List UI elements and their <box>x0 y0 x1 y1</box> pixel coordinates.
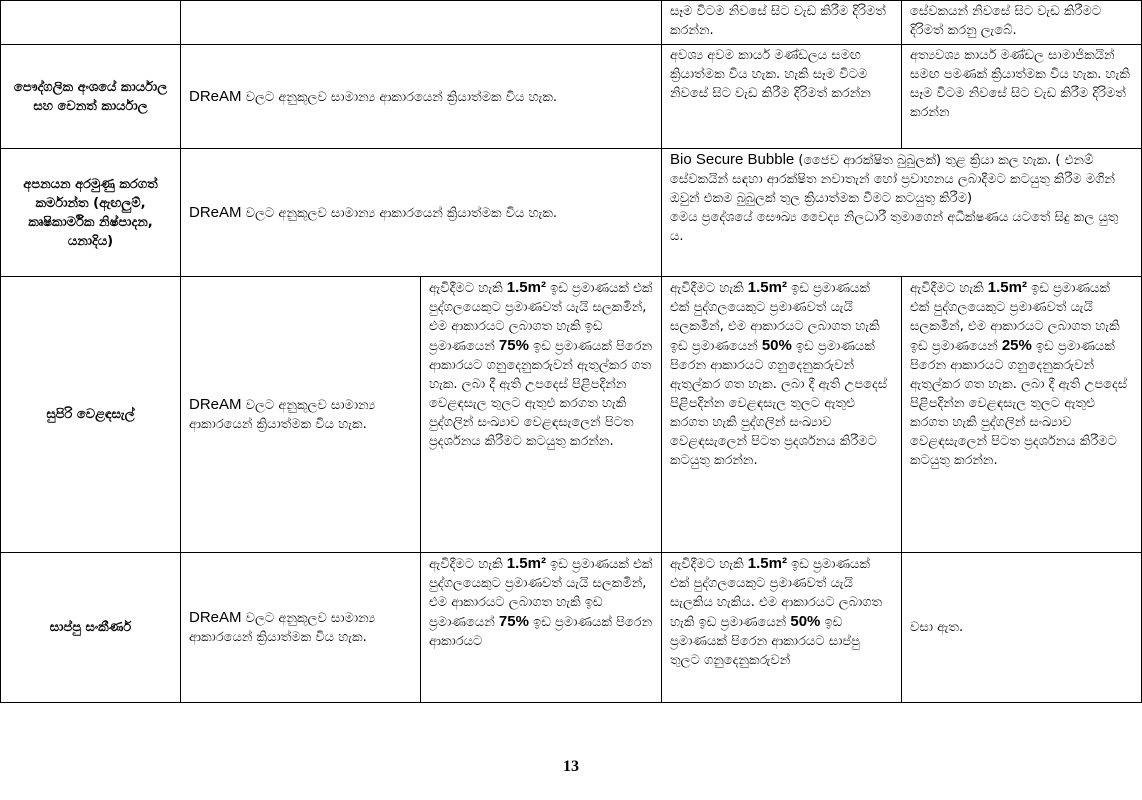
intro-text: ඇවිදීමට හැකි <box>670 281 744 296</box>
mid-text: ඉඩ ප්‍රමාණයක් එක් පුද්ගලයෙකුට ප්‍රමාණවත් යැයි සැලකිය හැකිය. එම ආකාරයට ලබාගත හැකි ඉඩ ප්‍රමාණයෙන් <box>670 557 883 630</box>
mid-text: ඉඩ ප්‍රමාණයක් එක් පුද්ගලයෙකුට ප්‍රමාණවත් යැයි සලකමින්, එම ආකාරයට ලබාගත හැකි ඉඩ ප්‍රමාණයෙන් <box>910 281 1120 354</box>
area-value: 1.5m² <box>506 555 546 572</box>
bubble-text: (ජෛව ආරක්ෂිත බුබුලක්) තුළ ක්‍රියා කල හැක. ( එනම් සේවකයින් සඳහා ආරක්ෂිත නවාතැන් හෝ ප්‍රවාහනය ලබාදීමට කටයුතු කිරීම මගින් ඔවුන් එකම බුබුලක් තුල ක්‍රියාත්මක වීමට කටයුතු කිරීම) <box>670 153 1115 206</box>
table-row <box>1 1 1142 45</box>
capacity-percent: 75% <box>498 337 529 354</box>
table-row <box>1 553 1142 703</box>
level-2-cell <box>662 553 902 703</box>
capacity-percent: 25% <box>1001 337 1032 354</box>
level-2-cell <box>662 277 902 553</box>
dream-label: DReAM <box>189 87 242 105</box>
area-value: 1.5m² <box>987 279 1027 296</box>
intro-text: ඇවිදීමට හැකි <box>910 281 984 296</box>
tail-text: ඉඩ ප්‍රමාණයක් පිරෙන ආකාරයට ගනුදෙනුකරුවන් ඇතුල්කර ගත හැක. ලබා දී ඇති උපදෙස් පිළිපදින්න වෙළඳසැල තුලට ඇතුළු කරගත හැකි පුද්ගලින් සංඛ්‍යාව වෙළඳසැලෙන් පිටත ප්‍රදර්ශනය කිරීමට කටයුතු කරන්න. <box>670 339 888 468</box>
capacity-percent: 50% <box>761 337 792 354</box>
area-value: 1.5m² <box>747 555 787 572</box>
capacity-percent: 50% <box>790 613 821 630</box>
level-2-cell: අවශ්‍ය අවම කාර්ය මණ්ඩලය සමඟ ක්‍රියාත්මක විය හැක. හැකි සෑම විටම නිවසේ සිට වැඩ කිරීම දිරිමත් කරන්න <box>662 45 902 149</box>
supervision-text: මෙය ප්‍රදේශයේ සෞඛ්‍ය වෛද්‍ය නිලධාරී තුමාගෙන් අධීක්ෂණය යටතේ සිදු කල යුතු ය. <box>670 210 1119 244</box>
general-text: වලට අනුකූලව සාමාන්‍ය ආකාරයෙන් ක්‍රියාත්මක විය හැක. <box>245 205 558 221</box>
mid-text: ඉඩ ප්‍රමාණයක් එක් පුද්ගලයෙකුට ප්‍රමාණවත් යැයි සලකමින්, එම ආකාරයට ලබාගත හැකි ඉඩ ප්‍රමාණයෙන් <box>429 557 653 630</box>
general-text: වලට අනුකූලව සාමාන්‍ය ආකාරයෙන් ක්‍රියාත්මක විය හැක. <box>189 611 376 645</box>
level-3-cell: අත්‍යවශ්‍ය කාර්ය මණ්ඩල සාමාජිකයින් සමඟ පමණක් ක්‍රියාත්මක විය හැක. හැකි සෑම විටම නිවසේ සිට වැඩ කිරීම දිරිමත් කරන්න <box>902 45 1142 149</box>
category-cell: අපනයන අරමුණු කරගත් කර්මාන්ත (ඇඟලුම්, කෘෂිකාර්මික නිෂ්පාදන, යනාදිය) <box>1 149 181 277</box>
category-cell: සුපිරි වෙළඳසැල් <box>1 277 181 553</box>
page-number: 13 <box>563 758 579 775</box>
level-3-cell: සේවකයන් නිවසේ සිට වැඩ කිරීමට දිරිමත් කරනු ලැබේ. <box>902 1 1142 45</box>
mid-text: ඉඩ ප්‍රමාණයක් එක් පුද්ගලයෙකුට ප්‍රමාණවත් යැයි සලකමින්, එම ආකාරයට ලබාගත හැකි ඉඩ ප්‍රමාණයෙන් <box>429 281 653 354</box>
table-row <box>1 45 1142 149</box>
table-row <box>1 149 1142 277</box>
dream-label: DReAM <box>189 609 242 626</box>
bubble-cell <box>662 149 1142 277</box>
level-1-cell <box>421 277 662 553</box>
general-text: වලට අනුකූලව සාමාන්‍ය ආකාරයෙන් ක්‍රියාත්මක විය හැක. <box>245 89 558 105</box>
category-cell: සාප්පු සංකීර්ණ <box>1 553 181 703</box>
general-text: වලට අනුකූලව සාමාන්‍ය ආකාරයෙන් ක්‍රියාත්මක විය හැක. <box>189 398 376 432</box>
table-row <box>1 277 1142 553</box>
level-3-cell <box>902 277 1142 553</box>
intro-text: ඇවිදීමට හැකි <box>429 281 503 296</box>
level-3-cell: වසා ඇත. <box>902 553 1142 703</box>
general-cell <box>181 1 662 45</box>
mid-text: ඉඩ ප්‍රමාණයක් එක් පුද්ගලයෙකුට ප්‍රමාණවත් යැයි සලකමින්, එම ආකාරයට ලබාගත හැකි ඉඩ ප්‍රමාණයෙන් <box>670 281 880 354</box>
intro-text: ඇවිදීමට හැකි <box>670 557 744 572</box>
level-2-cell: සෑම විටම නිවසේ සිට වැඩ කිරීම දිරිමත් කරන්න. <box>662 1 902 45</box>
dream-label: DReAM <box>189 203 242 221</box>
level-1-cell <box>421 553 662 703</box>
intro-text: ඇවිදීමට හැකි <box>429 557 503 572</box>
tail-text: ඉඩ ප්‍රමාණයක් පිරෙන ආකාරයට ගනුදෙනුකරුවන් ඇතුල්කර ගත හැක. ලබා දී ඇති උපදෙස් පිළිපදින්න වෙළඳසැල තුලට ඇතුළු කරගත හැකි පුද්ගලින් සංඛ්‍යාව වෙළඳසැලෙන් පිටත ප්‍රදර්ශනය කිරීමට කටයුතු කරන්න. <box>910 339 1128 468</box>
category-cell: පෞද්ගලික අංශයේ කාර්යාල සහ වෙනත් කාර්යාල <box>1 45 181 149</box>
category-cell <box>1 1 181 45</box>
general-cell <box>181 553 421 703</box>
dream-label: DReAM <box>189 396 242 413</box>
capacity-percent: 75% <box>498 613 529 630</box>
bio-secure-bubble-label: Bio Secure Bubble <box>670 151 795 168</box>
tail-text: ඉඩ ප්‍රමාණයක් පිරෙන ආකාරයට සාප්පු තුලට ගනුදෙනුකරුවන් <box>670 615 860 668</box>
general-cell <box>181 277 421 553</box>
area-value: 1.5m² <box>747 279 787 296</box>
area-value: 1.5m² <box>506 279 546 296</box>
tail-text: ඉඩ ප්‍රමාණයක් පිරෙන ආකාරයට ගනුදෙනුකරුවන් ඇතුල්කර ගත හැක. ලබා දී ඇති උපදෙස් පිළිපදින්න වෙළඳසැල තුලට ඇතුළු කරගත හැකි පුද්ගලින් සංඛ්‍යාව වෙළඳසැලෙන් පිටත ප්‍රදර්ශනය කිරීමට කටයුතු කරන්න. <box>429 339 653 449</box>
tail-text: ඉඩ ප්‍රමාණයක් පිරෙන ආකාරයට <box>429 615 653 649</box>
general-cell <box>181 45 662 149</box>
general-cell <box>181 149 662 277</box>
